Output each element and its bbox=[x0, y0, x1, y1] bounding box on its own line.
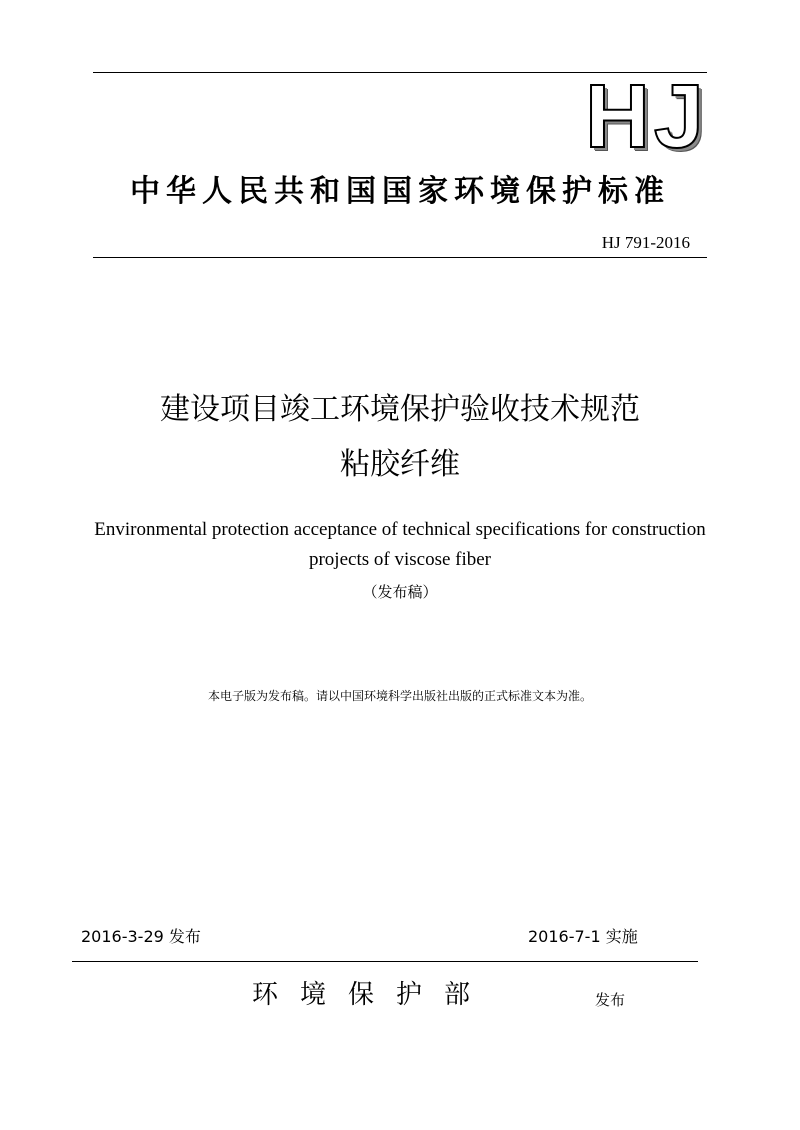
header-rule bbox=[93, 257, 707, 258]
footer-rule bbox=[72, 961, 698, 962]
title-en-line2: projects of viscose fiber bbox=[308, 549, 492, 570]
issuing-authority: 环境保护部 bbox=[252, 980, 493, 1010]
title-en-line1: Environmental protection acceptance of technical specifications for construction bbox=[94, 519, 706, 540]
standard-type-heading: 中华人民共和国国家环境保护标准 bbox=[130, 174, 670, 209]
standard-code: HJ 791-2016 bbox=[601, 233, 690, 252]
issue-date: 2016-3-29 发布 bbox=[81, 927, 201, 946]
implementation-date: 2016-7-1 实施 bbox=[528, 927, 638, 946]
title-cn-line1: 建设项目竣工环境保护验收技术规范 bbox=[160, 392, 640, 427]
title-cn-line2: 粘胶纤维 bbox=[340, 447, 460, 482]
draft-label: （发布稿） bbox=[362, 583, 438, 601]
hj-logo-text: HJ bbox=[584, 67, 708, 167]
electronic-version-notice: 本电子版为发布稿。请以中国环境科学出版社出版的正式标准文本为准。 bbox=[207, 689, 592, 703]
issuing-authority-suffix: 发布 bbox=[595, 991, 626, 1009]
hj-logo bbox=[584, 67, 708, 167]
